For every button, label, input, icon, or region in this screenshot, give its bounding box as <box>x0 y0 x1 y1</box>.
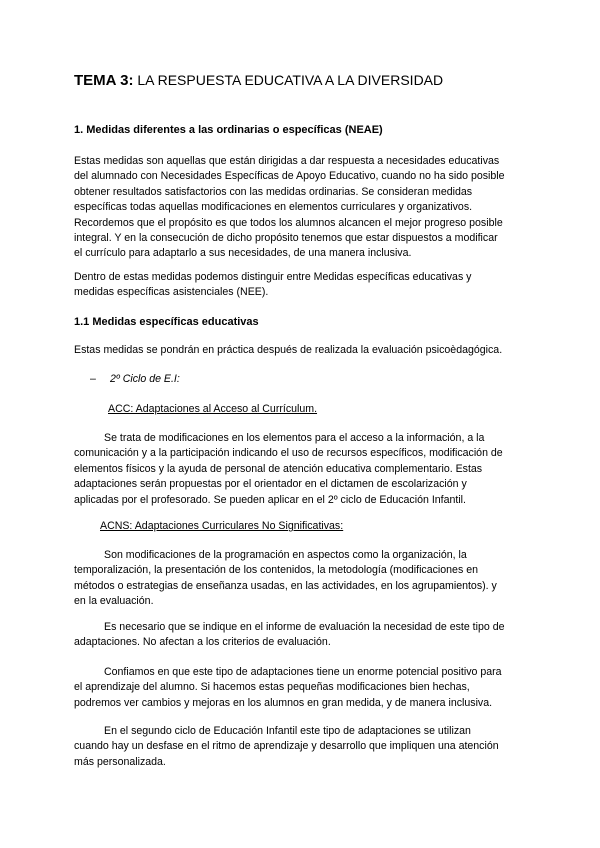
paragraph-line: adaptaciones serán propuestas por el orientador en el dictamen de escolarización y <box>74 478 467 491</box>
acc-heading: ACC: Adaptaciones al Acceso al Currículum. <box>108 403 318 415</box>
paragraph-line: cuando hay un desfase en el ritmo de aprendizaje y desarrollo que impliquen una atención <box>74 740 499 753</box>
bullet-dash: – <box>90 373 96 385</box>
paragraph-line: del alumnado con Necesidades Específicas de Apoyo Educativo, cuando no ha sido posible <box>74 170 505 183</box>
paragraph-line: medidas específicas asistenciales (NEE). <box>74 286 269 299</box>
paragraph-line: el currículo para adaptarlo a sus necesidades, de una manera inclusiva. <box>74 247 412 260</box>
paragraph-line: Estas medidas se pondrán en práctica después de realizada la evaluación psicoèdagógica. <box>74 344 503 356</box>
paragraph-line: Dentro de estas medidas podemos distinguir entre Medidas específicas educativas y <box>74 271 472 283</box>
list-item-text: 2º Ciclo de E.I: <box>110 373 180 385</box>
paragraph-line: integral. Y en la consecución de dicho propósito tenemos que estar dispuestos a modificar <box>74 232 498 245</box>
paragraph-line: podremos ver cambios y mejoras en los alumnos en gran medida, y de manera inclusiva. <box>74 696 493 709</box>
paragraph-line: En el segundo ciclo de Educación Infantil este tipo de adaptaciones se utilizan <box>104 725 471 737</box>
paragraph-line: específicas todas aquellas modificaciones en elementos curriculares y organizativos. <box>74 201 473 214</box>
paragraph-4 <box>74 431 534 508</box>
paragraph-3 <box>74 343 534 358</box>
paragraph-5 <box>74 548 534 610</box>
paragraph-7 <box>74 665 534 711</box>
paragraph-2 <box>74 270 534 301</box>
paragraph-line: Confiamos en que este tipo de adaptaciones tiene un enorme potencial positivo para <box>104 666 502 678</box>
paragraph-1 <box>74 154 534 262</box>
section-1-1-heading: 1.1 Medidas específicas educativas <box>74 316 259 328</box>
paragraph-line: Estas medidas son aquellas que están dirigidas a dar respuesta a necesidades educativas <box>74 155 500 167</box>
section-1-heading: 1. Medidas diferentes a las ordinarias o específicas (NEAE) <box>74 124 383 136</box>
paragraph-line: obtener resultados satisfactorios con las medidas ordinarias. Se consideran medidas <box>74 185 473 198</box>
paragraph-line: Son modificaciones de la programación en aspectos como la organización, la <box>104 549 467 561</box>
list-item <box>90 373 180 385</box>
paragraph-line: comunicación y a la participación indicando el uso de recursos específicos, modificación de <box>74 447 503 460</box>
paragraph-line: aplicadas por el profesorado. Se pueden aplicar en el 2º ciclo de Educación Infantil. <box>74 493 466 506</box>
paragraph-line: Se trata de modificaciones en los elementos para el acceso a la información, a la <box>104 432 485 444</box>
paragraph-line: elementos físicos y la ayuda de personal de atención educativa complementario. Estas <box>74 462 483 475</box>
paragraph-line: Es necesario que se indique en el informe de evaluación la necesidad de este tipo de <box>104 621 505 633</box>
paragraph-line: más personalizada. <box>74 755 166 768</box>
paragraph-8 <box>74 724 534 770</box>
paragraph-line: el aprendizaje del alumno. Si hacemos estas pequeñas modificaciones bien hechas, <box>74 681 470 694</box>
paragraph-6 <box>74 620 534 651</box>
paragraph-line: adaptaciones. No afectan a los criterios de evaluación. <box>74 636 331 649</box>
acns-heading: ACNS: Adaptaciones Curriculares No Significativas: <box>100 520 344 532</box>
paragraph-line: temporalización, la presentación de los contenidos, la metodología (modificaciones en <box>74 564 478 577</box>
title-number: TEMA 3: <box>74 72 134 89</box>
paragraph-line: Recordemos que el propósito es que todos los alumnos alcancen el mejor progreso posible <box>74 216 503 229</box>
paragraph-line: en la evaluación. <box>74 595 154 608</box>
page-title <box>74 72 443 89</box>
paragraph-line: métodos o estrategias de enseñanza usadas, en las actividades, en los agrupamientos). y <box>74 579 497 592</box>
title-text: LA RESPUESTA EDUCATIVA A LA DIVERSIDAD <box>137 72 444 88</box>
